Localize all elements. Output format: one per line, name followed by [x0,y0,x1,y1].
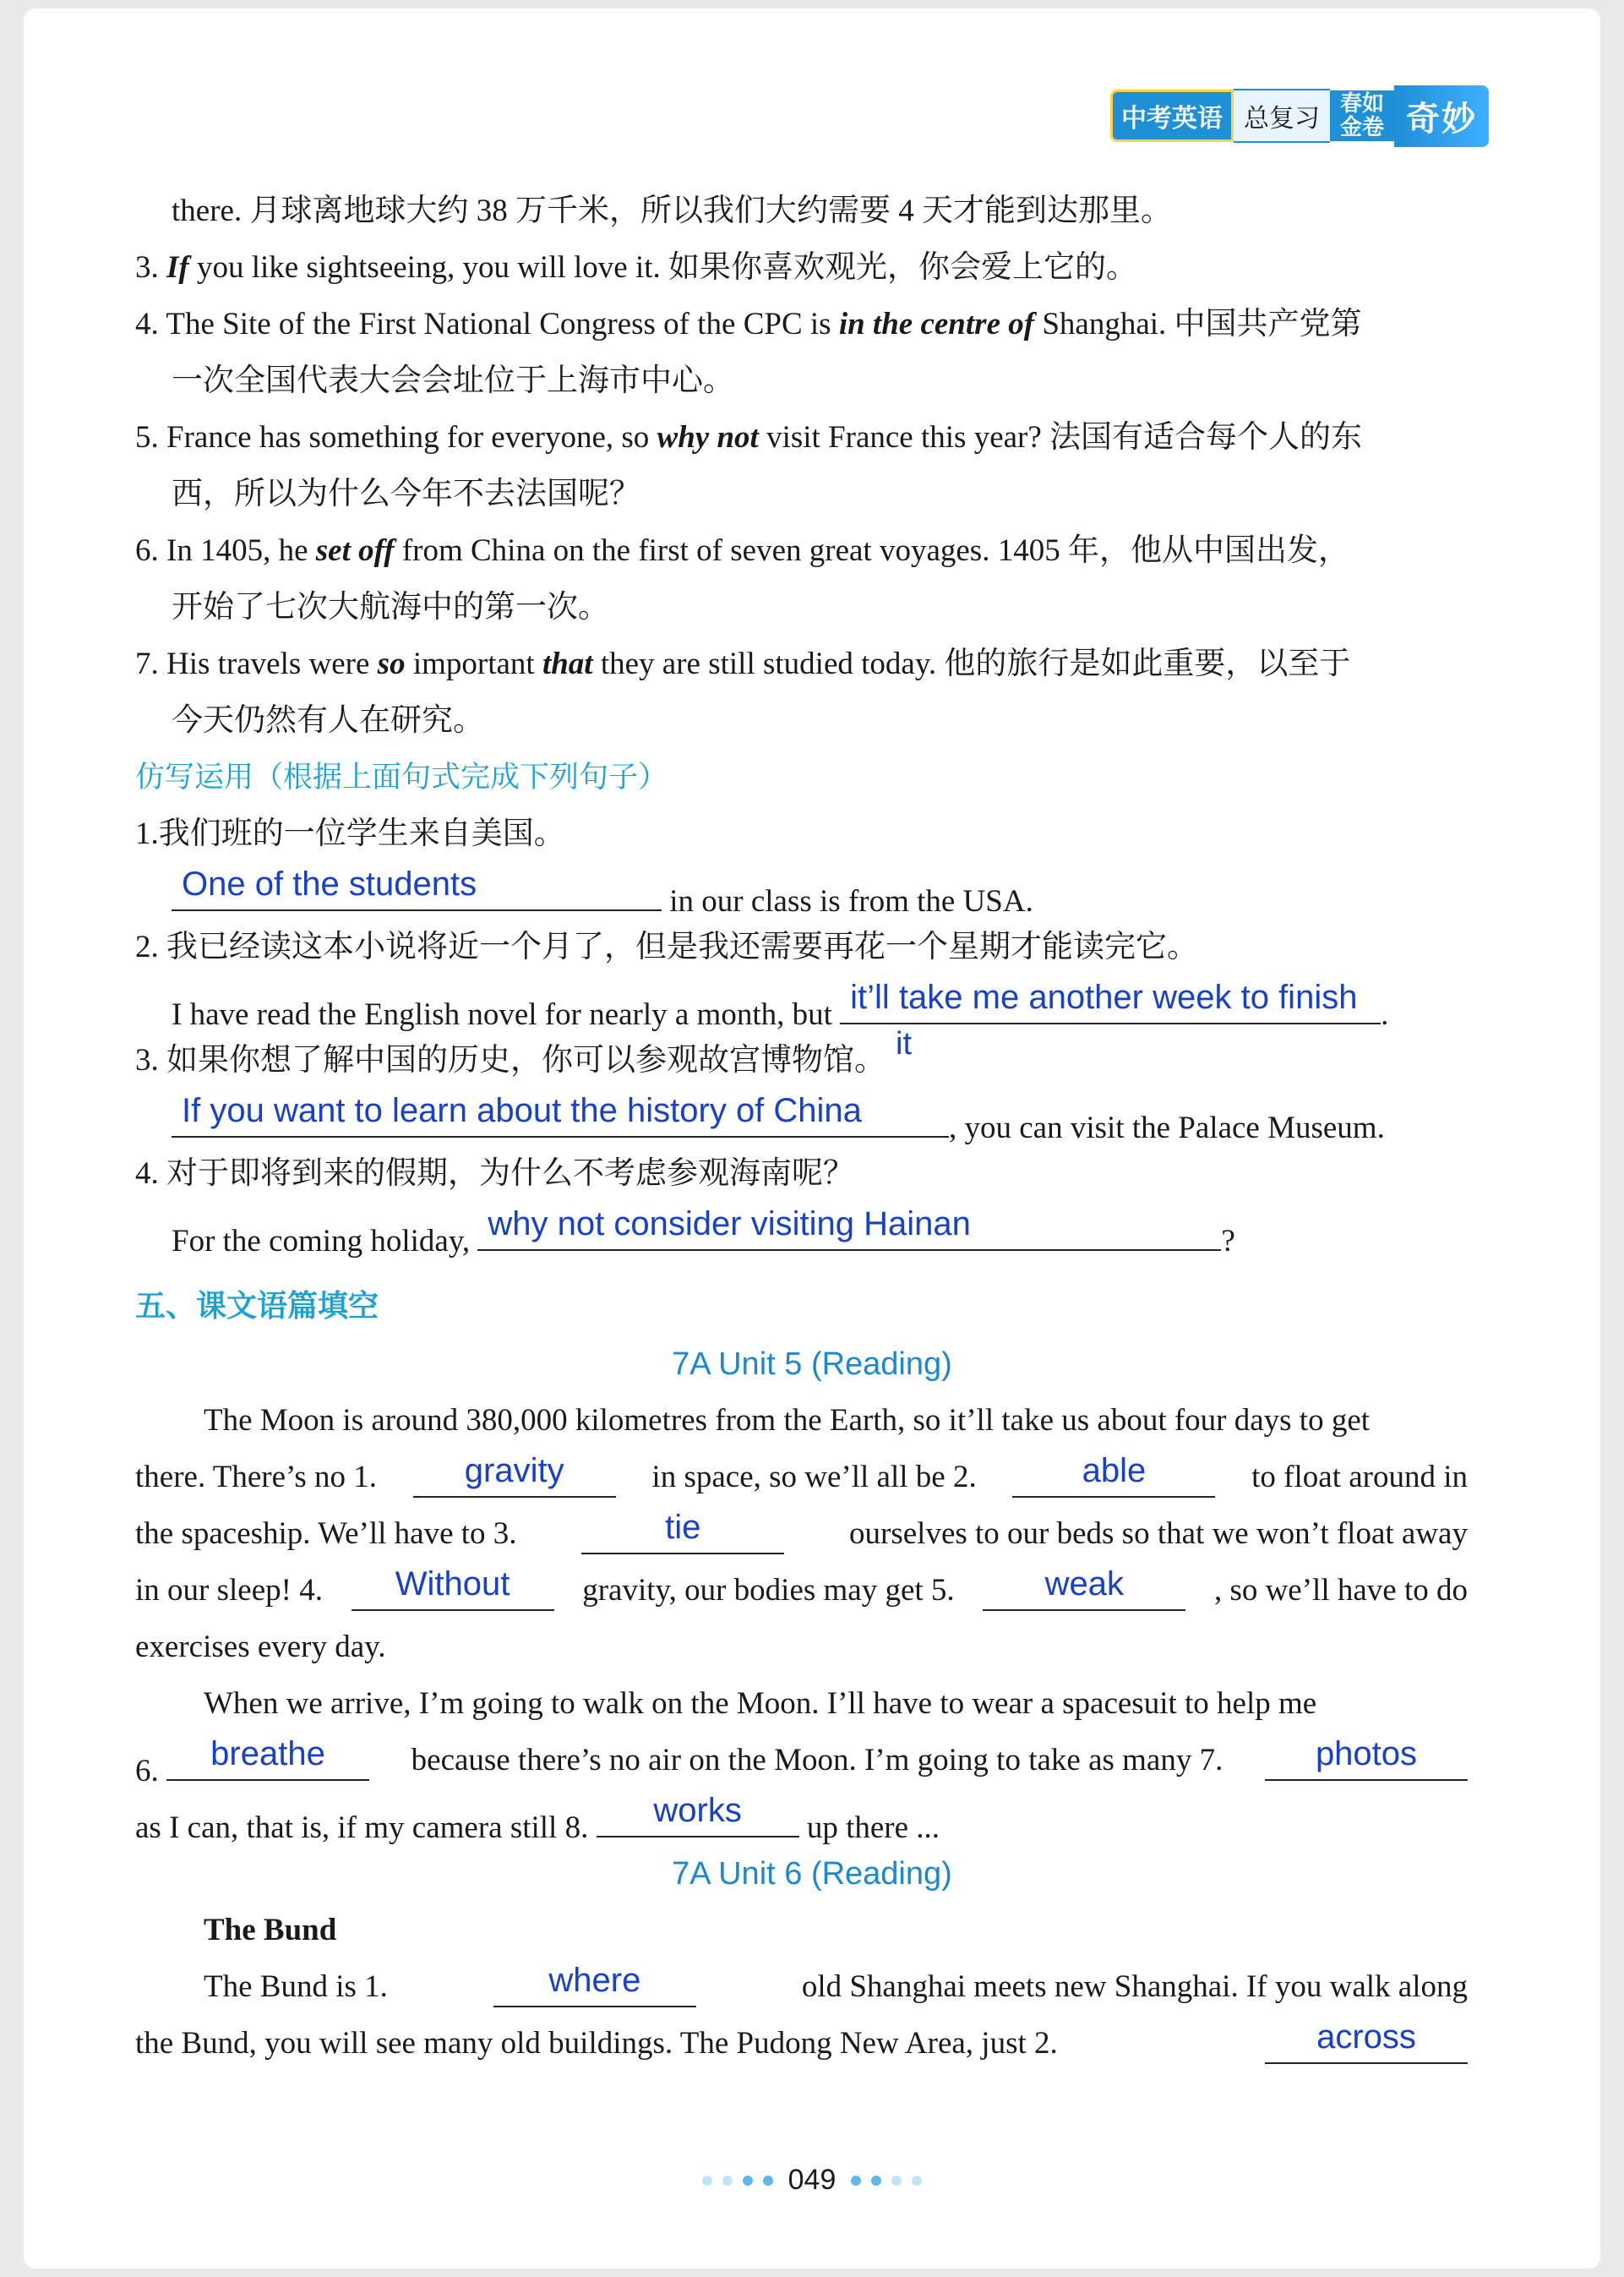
unit5-p1-line4: in our sleep! 4. Without gravity, our bodies may get 5. weak , so we’ll have to do [135,1570,1468,1611]
imitation-3-en: If you want to learn about the history of China , you can visit the Palace Museum. [172,1097,1385,1149]
imitation-1-cn: 1.我们班的一位学生来自美国。 [135,816,565,851]
unit5-p1-line5: exercises every day. [135,1630,386,1664]
answer-blank[interactable]: why not consider visiting Hainan [477,1210,1221,1251]
answer-blank-7[interactable]: photos [1265,1740,1468,1781]
imitation-2-en: I have read the English novel for nearly a month, but it’ll take me another week to finish . [172,979,1389,1032]
header-subtitle: 总复习 [1234,89,1330,143]
answer-blank-3[interactable]: tie [581,1514,784,1554]
imitation-2-cn: 2. 我已经读这本小说将近一个月了，但是我还需要再花一个星期才能读完它。 [135,930,1198,964]
unit5-title: 7A Unit 5 (Reading) [672,1346,952,1382]
answer-overflow: it [896,1026,912,1062]
unit5-p1-line1: The Moon is around 380,000 kilometres from the Earth, so it’ll take us about four days to get [204,1403,1371,1438]
unit5-p2-line1: When we arrive, I’m going to walk on the Moon. I’ll have to wear a spacesuit to help me [204,1686,1317,1721]
sentence-5-line2: 西，所以为什么今年不去法国呢？ [172,477,640,511]
answer-blank-6[interactable]: breathe [166,1740,369,1781]
sentence-2-line2: there. 月球离地球大约 38 万千米，所以我们大约需要 4 天才能到达那里。 [172,194,1172,228]
header-badge [1110,88,1489,144]
unit5-p2-line2: 6. breathe because there’s no air on the Moon. I’m going to take as many 7. photos [135,1740,1468,1792]
unit5-p1-line3: the spaceship. We’ll have to 3. tie ourselves to our beds so that we won’t float away [135,1514,1468,1554]
sentence-7-line2: 今天仍然有人在研究。 [172,703,484,738]
header-logo: 奇妙 [1394,85,1489,147]
answer-blank-8[interactable]: works [597,1797,799,1837]
page-number: 049 [787,2164,837,2196]
section-five-title: 五、课文语篇填空 [135,1289,379,1324]
answer-blank-u6-2[interactable]: across [1265,2023,1468,2064]
answer-blank-4[interactable]: Without [352,1570,554,1611]
sentence-4: 4. The Site of the First National Congress of the CPC is in the centre of Shanghai. 中国共产党第 [135,307,1362,341]
sentence-7: 7. His travels were so important that they are still studied today. 他的旅行是如此重要，以至于 [135,647,1351,681]
header-tag: 中考英语 [1110,90,1234,142]
sentence-6-line2: 开始了七次大航海中的第一次。 [172,590,609,625]
page-footer [0,2164,1624,2197]
answer-blank[interactable]: One of the students [172,871,662,911]
unit5-p2-line3: as I can, that is, if my camera still 8. works up there ... [135,1792,940,1845]
imitation-3-cn: 3. 如果你想了解中国的历史，你可以参观故宫博物馆。 [135,1043,886,1078]
answer-blank-1[interactable]: gravity [413,1457,616,1498]
sentence-6: 6. In 1405, he set off from China on the first of seven great voyages. 1405 年，他从中国出发， [135,533,1349,568]
answer-blank-5[interactable]: weak [983,1570,1185,1611]
imitation-4-cn: 4. 对于即将到来的假期，为什么不考虑参观海南呢？ [135,1156,854,1191]
unit6-line1: The Bund is 1. where old Shanghai meets new Shanghai. If you walk along [135,1967,1468,2007]
imitation-1-en: One of the students in our class is from the USA. [172,871,1033,922]
answer-blank-2[interactable]: able [1012,1457,1215,1498]
sentence-5: 5. France has something for everyone, so why not visit France this year? 法国有适合每个人的东 [135,420,1363,455]
sentence-3: 3. If you like sightseeing, you will love it. 如果你喜欢观光，你会爱上它的。 [135,250,1138,285]
unit6-title: 7A Unit 6 (Reading) [672,1856,952,1892]
header-brand: 春如金卷 [1330,90,1394,141]
sentence-4-line2: 一次全国代表大会会址位于上海市中心。 [172,363,734,398]
answer-blank-u6-1[interactable]: where [493,1967,696,2007]
imitation-heading: 仿写运用（根据上面句式完成下列句子） [135,761,668,794]
unit5-p1-line2: there. There’s no 1. gravity in space, so we’ll all be 2. able to float around in [135,1457,1468,1498]
imitation-4-en: For the coming holiday, why not consider visiting Hainan ? [172,1205,1235,1259]
answer-blank[interactable]: it’ll take me another week to finish [840,984,1381,1024]
unit6-subtitle: The Bund [204,1913,337,1947]
answer-blank[interactable]: If you want to learn about the history of China [172,1097,949,1138]
unit6-line2: the Bund, you will see many old buildings. The Pudong New Area, just 2. across [135,2023,1468,2064]
